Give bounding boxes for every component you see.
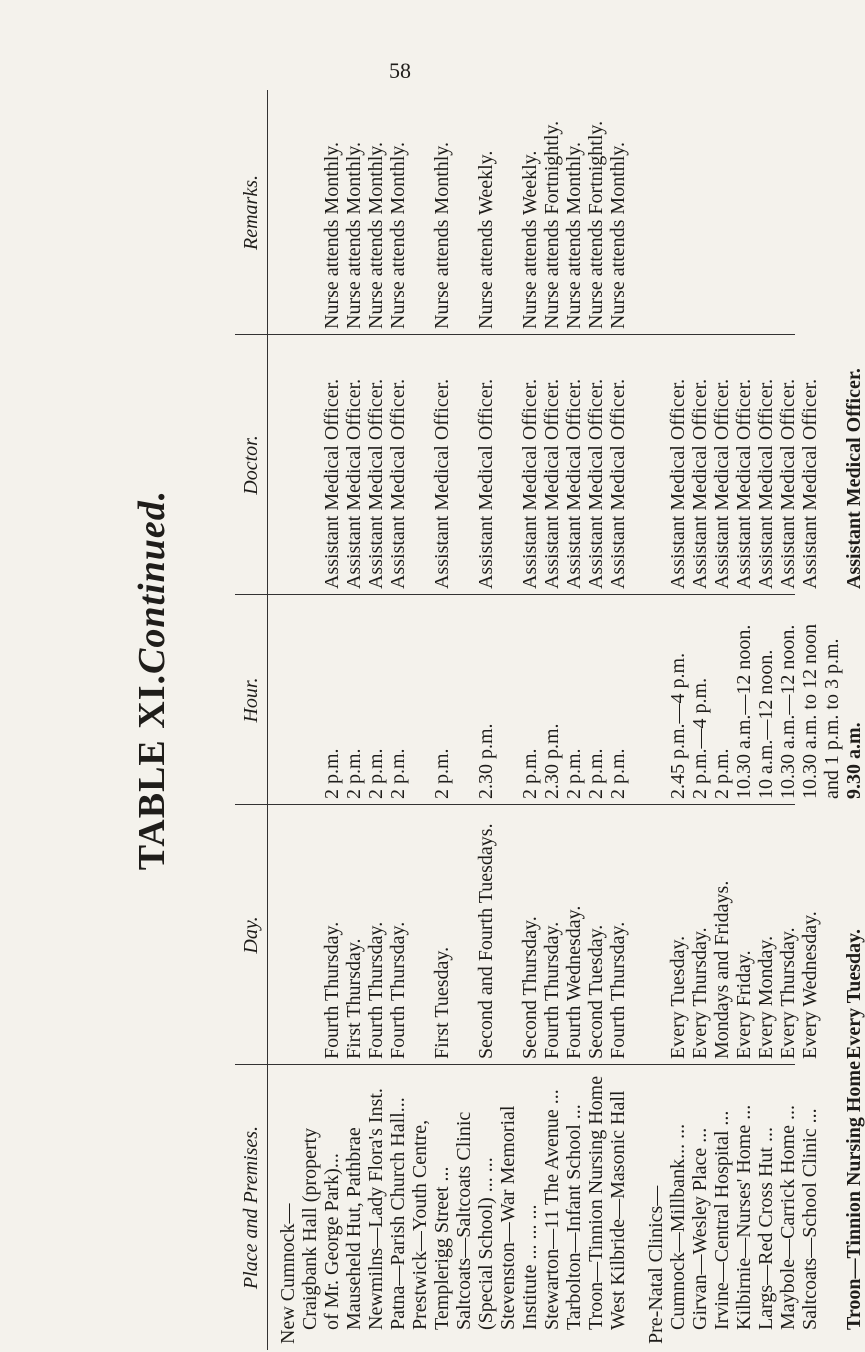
- table-cell-place: Largs—Red Cross Hut ...: [755, 1127, 777, 1330]
- table-cell-doctor: Assistant Medical Officer.: [711, 378, 733, 589]
- col-header-remarks: Remarks.: [240, 175, 262, 250]
- table-cell-day: Fourth Thursday.: [387, 921, 409, 1059]
- table-cell-place: Newmilns—Lady Flora's Inst.: [365, 1088, 387, 1330]
- table-cell-doctor: Assistant Medical Officer.: [585, 378, 607, 589]
- table-cell-remarks: Nurse attends Weekly.: [519, 150, 541, 329]
- table-cell-doctor: Assistant Medical Officer.: [431, 378, 453, 589]
- table-cell-hour: 2 p.m.: [343, 748, 365, 799]
- page-number: 58: [389, 58, 411, 83]
- table-cell-remarks: Nurse attends Monthly.: [365, 141, 387, 329]
- table-cell-place: Irvine—Central Hospital ...: [711, 1110, 733, 1330]
- col-header-place: Place and Premises.: [240, 1125, 262, 1290]
- table-cell-place: Tarbolton—Infant School ...: [563, 1104, 585, 1330]
- table-cell-day: Fourth Thursday.: [365, 921, 387, 1059]
- table-cell-day: Every Tuesday.: [667, 935, 689, 1059]
- table-cell-doctor: Assistant Medical Officer.: [541, 378, 563, 589]
- column-divider: [235, 594, 795, 595]
- table-cell-day: Second Tuesday.: [585, 924, 607, 1059]
- table-title-suffix: Continued.: [131, 489, 173, 674]
- table-cell-hour: 9.30 a.m.: [843, 722, 865, 799]
- table-cell-day: Every Wednesday.: [799, 911, 821, 1059]
- table-cell-remarks: Nurse attends Fortnightly.: [585, 120, 607, 329]
- table-cell-doctor: Assistant Medical Officer.: [387, 378, 409, 589]
- table-cell-day: Every Thursday.: [777, 927, 799, 1059]
- table-cell-doctor: Assistant Medical Officer.: [607, 378, 629, 589]
- table-cell-place: Maybole—Carrick Home ...: [777, 1105, 799, 1330]
- rotated-table: [235, 90, 865, 1350]
- table-cell-hour: 10 a.m.—12 noon.: [755, 649, 777, 799]
- table-cell-day: Every Tuesday.: [843, 928, 865, 1059]
- table-cell-place: Templerigg Street ...: [431, 1166, 453, 1330]
- table-cell-doctor: Assistant Medical Officer.: [733, 378, 755, 589]
- table-cell-remarks: Nurse attends Monthly.: [607, 141, 629, 329]
- table-cell-remarks: Nurse attends Monthly.: [321, 141, 343, 329]
- table-cell-day: Fourth Wednesday.: [563, 905, 585, 1059]
- table-cell-doctor: Assistant Medical Officer.: [519, 378, 541, 589]
- table-cell-place: Saltcoats—School Clinic ...: [799, 1108, 821, 1330]
- table-title: [132, 480, 172, 880]
- table-cell-place: Saltcoats—Saltcoats Clinic: [453, 1111, 475, 1330]
- table-cell-place: Institute ... ... ...: [519, 1204, 541, 1330]
- table-cell-doctor: Assistant Medical Officer.: [667, 378, 689, 589]
- table-cell-doctor: Assistant Medical Officer.: [755, 378, 777, 589]
- table-cell-place: Craigbank Hall (property: [299, 1127, 321, 1330]
- table-cell-place: Stevenston—War Memorial: [497, 1105, 519, 1330]
- table-cell-remarks: Nurse attends Monthly.: [431, 141, 453, 329]
- table-cell-hour: 10.30 a.m.—12 noon.: [777, 624, 799, 799]
- col-header-hour: Hour.: [240, 677, 262, 723]
- table-cell-hour: 2 p.m.: [563, 748, 585, 799]
- table-cell-hour: 2 p.m.: [431, 748, 453, 799]
- table-cell-hour: 2 p.m.: [365, 748, 387, 799]
- table-cell-remarks: Nurse attends Monthly.: [563, 141, 585, 329]
- table-cell-doctor: Assistant Medical Officer.: [343, 378, 365, 589]
- table-cell-day: Second and Fourth Tuesdays.: [475, 823, 497, 1059]
- table-cell-place: Girvan—Wesley Place ...: [689, 1127, 711, 1330]
- group-heading: New Cumnock—: [277, 1203, 299, 1344]
- column-divider: [235, 334, 795, 335]
- table-cell-remarks: Nurse attends Fortnightly.: [541, 120, 563, 329]
- table-cell-hour: 2 p.m.: [321, 748, 343, 799]
- table-title-main: TABLE XI.: [131, 674, 173, 871]
- table-cell-day: Fourth Thursday.: [321, 921, 343, 1059]
- col-header-day: Day.: [240, 916, 262, 954]
- table-cell-doctor: Assistant Medical Officer.: [843, 368, 865, 589]
- table-cell-hour: 10.30 a.m.—12 noon.: [733, 624, 755, 799]
- table-cell-place: Troon—Tinnion Nursing Home: [843, 1061, 865, 1330]
- table-cell-remarks: Nurse attends Monthly.: [343, 141, 365, 329]
- table-cell-day: Every Friday.: [733, 950, 755, 1059]
- table-cell-hour: 2.30 p.m.: [541, 723, 563, 799]
- column-divider: [235, 804, 795, 805]
- table-cell-day: Mondays and Fridays.: [711, 880, 733, 1059]
- table-cell-doctor: Assistant Medical Officer.: [799, 378, 821, 589]
- table-cell-hour: 2.45 p.m.—4 p.m.: [667, 652, 689, 799]
- table-cell-place: Mauseheld Hut, Pathbrae: [343, 1127, 365, 1330]
- table-cell-day: Second Thursday.: [519, 916, 541, 1059]
- table-cell-doctor: Assistant Medical Officer.: [777, 378, 799, 589]
- column-divider: [235, 1064, 795, 1065]
- table-cell-hour: 2 p.m.: [711, 748, 733, 799]
- table-cell-doctor: Assistant Medical Officer.: [689, 378, 711, 589]
- table-header: [235, 90, 268, 1350]
- table-cell-doctor: Assistant Medical Officer.: [563, 378, 585, 589]
- group-heading: Pre-Natal Clinics—: [645, 1185, 667, 1344]
- table-cell-hour: 2 p.m.—4 p.m.: [689, 677, 711, 799]
- table-cell-hour: 2.30 p.m.: [475, 723, 497, 799]
- table-cell-hour: 2 p.m.: [585, 748, 607, 799]
- table-cell-hour: 10.30 a.m. to 12 noon: [799, 624, 821, 799]
- table-cell-day: Fourth Thursday.: [541, 921, 563, 1059]
- table-cell-place: West Kilbride—Masonic Hall: [607, 1090, 629, 1330]
- table-cell-day: Fourth Thursday.: [607, 921, 629, 1059]
- table-cell-doctor: Assistant Medical Officer.: [321, 378, 343, 589]
- table-cell-remarks: Nurse attends Weekly.: [475, 150, 497, 329]
- table-cell-place: Patna—Parish Church Hall...: [387, 1097, 409, 1330]
- table-cell-hour: and 1 p.m. to 3 p.m.: [821, 638, 843, 799]
- table-cell-remarks: Nurse attends Monthly.: [387, 141, 409, 329]
- table-cell-doctor: Assistant Medical Officer.: [475, 378, 497, 589]
- table-cell-place: Stewarton—11 The Avenue ...: [541, 1089, 563, 1330]
- table-cell-place: of Mr. George Park)...: [321, 1153, 343, 1330]
- table-cell-place: Kilbirnie—Nurses' Home ...: [733, 1104, 755, 1330]
- table-cell-doctor: Assistant Medical Officer.: [365, 378, 387, 589]
- table-cell-place: Prestwick—Youth Centre,: [409, 1119, 431, 1330]
- table-cell-day: First Thursday.: [343, 938, 365, 1059]
- table-cell-place: Cumnock—Millbank... ...: [667, 1123, 689, 1330]
- table-cell-day: First Tuesday.: [431, 946, 453, 1059]
- col-header-doctor: Doctor.: [240, 435, 262, 495]
- table-cell-hour: 2 p.m.: [387, 748, 409, 799]
- table-cell-hour: 2 p.m.: [519, 748, 541, 799]
- table-cell-place: Troon—Tinnion Nursing Home: [585, 1075, 607, 1330]
- table-cell-day: Every Thursday.: [689, 927, 711, 1059]
- table-cell-day: Every Monday.: [755, 935, 777, 1059]
- table-cell-hour: 2 p.m.: [607, 748, 629, 799]
- data-table: [235, 90, 865, 1350]
- table-cell-place: (Special School) ... ...: [475, 1157, 497, 1330]
